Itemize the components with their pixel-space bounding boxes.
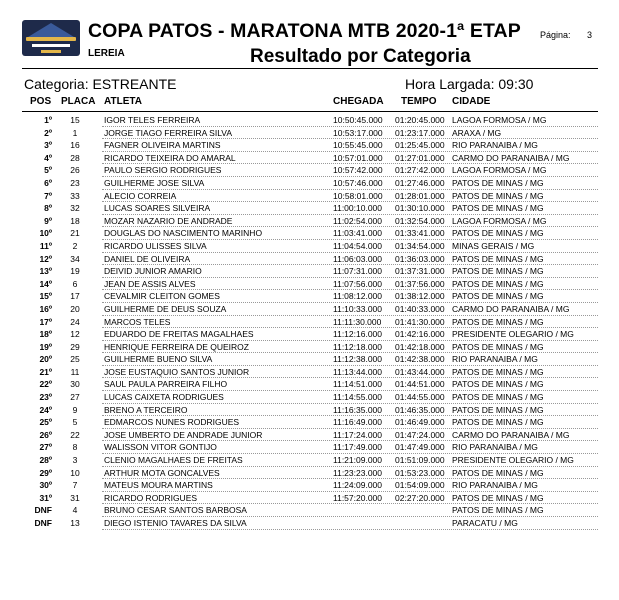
cell-pos: 9º (44, 215, 52, 226)
cell-cidade: PATOS DE MINAS / MG (452, 228, 544, 239)
cell-chegada: 10:53:17.000 (333, 127, 383, 138)
cell-chegada: 11:16:35.000 (333, 404, 382, 415)
cell-chegada: 11:02:54.000 (333, 215, 382, 226)
cell-cidade: RIO PARANAIBA / MG (452, 480, 538, 491)
cell-cidade: PATOS DE MINAS / MG (452, 291, 544, 302)
cell-tempo: 01:30:10.000 (395, 203, 445, 214)
page-label: Página: (540, 30, 571, 40)
cell-cidade: RIO PARANAIBA / MG (452, 140, 538, 151)
cell-pos: 24º (39, 404, 52, 415)
cell-placa: 19 (70, 266, 80, 277)
cell-pos: 26º (39, 429, 52, 440)
table-row (22, 504, 598, 517)
cell-cidade: LAGOA FORMOSA / MG (452, 115, 547, 125)
cell-pos: 18º (39, 329, 52, 340)
cell-cidade: PATOS DE MINAS / MG (452, 379, 544, 390)
cell-tempo: 01:43:44.000 (395, 366, 445, 377)
cell-cidade: PATOS DE MINAS / MG (452, 392, 544, 403)
cell-atleta: CLENIO MAGALHAES DE FREITAS (104, 455, 243, 466)
column-header-tempo: TEMPO (401, 96, 437, 107)
cell-chegada: 11:03:41.000 (333, 228, 382, 239)
row-separator (102, 529, 598, 530)
cell-placa: 30 (70, 379, 80, 390)
logo-stripe (26, 37, 76, 41)
cell-tempo: 01:41:30.000 (395, 316, 445, 327)
cell-tempo: 01:28:01.000 (395, 190, 445, 201)
cell-atleta: LUCAS CAIXETA RODRIGUES (104, 392, 224, 403)
cell-chegada: 11:04:54.000 (333, 240, 382, 251)
cell-tempo: 01:42:16.000 (395, 329, 445, 340)
cell-atleta: HENRIQUE FERREIRA DE QUEIROZ (104, 341, 249, 352)
cell-chegada: 11:14:51.000 (333, 379, 382, 390)
table-row (22, 328, 598, 341)
cell-pos: DNF (34, 505, 52, 516)
table-row (22, 278, 598, 291)
cell-chegada: 11:17:24.000 (333, 429, 382, 440)
cell-placa: 12 (70, 329, 80, 340)
column-header-atleta: ATLETA (104, 96, 142, 107)
table-row (22, 177, 598, 190)
cell-placa: 33 (70, 190, 80, 201)
cell-tempo: 01:33:41.000 (395, 228, 445, 239)
cell-tempo: 01:44:55.000 (395, 392, 445, 403)
table-row (22, 441, 598, 454)
mountain-icon (28, 23, 74, 37)
category-label: Categoria: ESTREANTE (24, 76, 177, 92)
column-header-chegada: CHEGADA (333, 96, 384, 107)
cell-tempo: 01:34:54.000 (395, 240, 445, 251)
cell-pos: 15º (39, 291, 52, 302)
cell-pos: 6º (44, 177, 52, 188)
cell-cidade: PATOS DE MINAS / MG (452, 190, 544, 201)
cell-atleta: ARTHUR MOTA GONCALVES (104, 467, 220, 478)
table-row (22, 227, 598, 240)
cell-atleta: BRUNO CESAR SANTOS BARBOSA (104, 505, 247, 516)
cell-cidade: PATOS DE MINAS / MG (452, 177, 544, 188)
cell-placa: 25 (70, 354, 80, 365)
cell-cidade: PATOS DE MINAS / MG (452, 492, 544, 503)
cell-atleta: ALECIO CORREIA (104, 190, 177, 201)
cell-cidade: PATOS DE MINAS / MG (452, 278, 544, 289)
cell-chegada: 11:23:23.000 (333, 467, 382, 478)
cell-pos: DNF (34, 518, 52, 528)
cell-cidade: PARACATU / MG (452, 518, 518, 528)
cell-placa: 11 (70, 366, 80, 377)
cell-chegada: 11:14:55.000 (333, 392, 382, 403)
cell-tempo: 01:27:46.000 (395, 177, 445, 188)
cell-pos: 31º (39, 492, 52, 503)
cell-atleta: RICARDO TEIXEIRA DO AMARAL (104, 152, 236, 163)
cell-placa: 13 (70, 518, 80, 528)
page-number: 3 (587, 30, 593, 40)
cell-placa: 20 (70, 303, 80, 314)
cell-tempo: 01:54:09.000 (395, 480, 445, 491)
cell-chegada: 11:10:33.000 (333, 303, 382, 314)
cell-atleta: DEIVID JUNIOR AMARIO (104, 266, 202, 277)
table-row (22, 240, 598, 253)
table-row (22, 492, 598, 505)
cell-placa: 28 (70, 152, 80, 163)
cell-tempo: 01:53:23.000 (395, 467, 445, 478)
cell-pos: 29º (39, 467, 52, 478)
table-row (22, 290, 598, 303)
cell-cidade: CARMO DO PARANAIBA / MG (452, 152, 570, 163)
cell-tempo: 01:23:17.000 (395, 127, 445, 138)
cell-cidade: PRESIDENTE OLEGARIO / MG (452, 455, 574, 466)
cell-atleta: JOSE UMBERTO DE ANDRADE JUNIOR (104, 429, 263, 440)
cell-placa: 10 (70, 467, 80, 478)
cell-atleta: DANIEL DE OLIVEIRA (104, 253, 191, 264)
cell-placa: 24 (70, 316, 80, 327)
table-row (22, 353, 598, 366)
cell-cidade: PATOS DE MINAS / MG (452, 253, 544, 264)
cell-pos: 10º (39, 228, 52, 239)
cell-atleta: RICARDO ULISSES SILVA (104, 240, 207, 251)
cell-pos: 5º (44, 165, 52, 176)
table-row (22, 265, 598, 278)
cell-atleta: BRENO A TERCEIRO (104, 404, 188, 415)
cell-chegada: 11:16:49.000 (333, 417, 382, 428)
cell-pos: 14º (39, 278, 52, 289)
cell-tempo: 01:51:09.000 (395, 455, 445, 466)
cell-placa: 29 (70, 341, 80, 352)
cell-placa: 15 (70, 115, 80, 125)
cell-atleta: JOSE EUSTAQUIO SANTOS JUNIOR (104, 366, 250, 377)
cell-pos: 16º (39, 303, 52, 314)
cell-pos: 11º (39, 240, 52, 251)
organizer-name: LEREIA (88, 48, 125, 59)
cell-chegada: 11:57:20.000 (333, 492, 382, 503)
cell-atleta: MOZAR NAZARIO DE ANDRADE (104, 215, 233, 226)
cell-cidade: PATOS DE MINAS / MG (452, 366, 544, 377)
cell-pos: 20º (39, 354, 52, 365)
cell-tempo: 01:20:45.000 (395, 115, 445, 125)
cell-chegada: 11:07:56.000 (333, 278, 382, 289)
cell-placa: 9 (72, 404, 78, 415)
cell-chegada: 10:50:45.000 (333, 115, 383, 125)
cell-atleta: GUILHERME DE DEUS SOUZA (104, 303, 227, 314)
table-row (22, 467, 598, 480)
cell-chegada: 10:57:42.000 (333, 165, 383, 176)
cell-tempo: 01:44:51.000 (395, 379, 445, 390)
cell-chegada: 11:08:12.000 (333, 291, 382, 302)
cell-atleta: RICARDO RODRIGUES (104, 492, 198, 503)
cell-placa: 18 (70, 215, 80, 226)
cell-atleta: MARCOS TELES (104, 316, 171, 327)
cell-placa: 27 (70, 392, 80, 403)
logo-stripe (32, 44, 70, 47)
cell-atleta: MATEUS MOURA MARTINS (104, 480, 213, 491)
cell-pos: 19º (39, 341, 52, 352)
cell-tempo: 01:37:31.000 (395, 266, 445, 277)
start-time: Hora Largada: 09:30 (405, 76, 534, 92)
cell-chegada: 10:58:01.000 (333, 190, 383, 201)
cell-atleta: JEAN DE ASSIS ALVES (104, 278, 196, 289)
cell-placa: 34 (70, 253, 80, 264)
cell-chegada: 11:07:31.000 (333, 266, 382, 277)
cell-cidade: CARMO DO PARANAIBA / MG (452, 303, 570, 314)
cell-pos: 17º (39, 316, 52, 327)
cell-atleta: EDMARCOS NUNES RODRIGUES (104, 417, 240, 428)
table-row (22, 391, 598, 404)
cell-tempo: 01:46:35.000 (395, 404, 445, 415)
cell-cidade: ARAXA / MG (452, 127, 502, 138)
cell-placa: 8 (72, 442, 78, 453)
cell-placa: 32 (70, 203, 80, 214)
header-divider (22, 68, 598, 69)
column-header-pos: POS (30, 96, 52, 107)
cell-chegada: 11:11:30.000 (333, 316, 382, 327)
table-row (22, 152, 598, 165)
cell-placa: 1 (72, 127, 78, 138)
table-row (22, 190, 598, 203)
cell-placa: 2 (72, 240, 78, 251)
cell-placa: 21 (70, 228, 80, 239)
table-row (22, 479, 598, 492)
cell-cidade: PRESIDENTE OLEGARIO / MG (452, 329, 574, 340)
cell-atleta: DOUGLAS DO NASCIMENTO MARINHO (104, 228, 263, 239)
table-header-divider (22, 111, 598, 112)
cell-atleta: GUILHERME BUENO SILVA (104, 354, 213, 365)
cell-cidade: RIO PARANAIBA / MG (452, 354, 538, 365)
cell-tempo: 01:36:03.000 (395, 253, 445, 264)
cell-tempo: 01:47:24.000 (395, 429, 445, 440)
cell-atleta: CEVALMIR CLEITON GOMES (104, 291, 220, 302)
cell-placa: 7 (72, 480, 78, 491)
table-row (22, 341, 598, 354)
cell-cidade: PATOS DE MINAS / MG (452, 316, 544, 327)
cell-atleta: IGOR TELES FERREIRA (104, 115, 201, 125)
cell-atleta: EDUARDO DE FREITAS MAGALHAES (104, 329, 254, 340)
cell-atleta: GUILHERME JOSE SILVA (104, 177, 205, 188)
cell-atleta: PAULO SERGIO RODRIGUES (104, 165, 222, 176)
cell-tempo: 01:46:49.000 (395, 417, 445, 428)
cell-placa: 26 (70, 165, 80, 176)
cell-atleta: WALISSON VITOR GONTIJO (104, 442, 217, 453)
table-row (22, 139, 598, 152)
table-row (22, 127, 598, 140)
column-header-cidade: CIDADE (452, 96, 491, 107)
cell-chegada: 11:12:18.000 (333, 341, 382, 352)
cell-pos: 28º (39, 455, 52, 466)
cell-cidade: PATOS DE MINAS / MG (452, 417, 544, 428)
copa-patos-logo (22, 20, 80, 56)
cell-cidade: LAGOA FORMOSA / MG (452, 165, 547, 176)
cell-chegada: 10:57:01.000 (333, 152, 383, 163)
cell-placa: 31 (70, 492, 80, 503)
cell-pos: 3º (44, 140, 52, 151)
cell-placa: 3 (72, 455, 78, 466)
cell-chegada: 11:12:38.000 (333, 354, 382, 365)
table-row (22, 215, 598, 228)
cell-tempo: 01:47:49.000 (395, 442, 445, 453)
cell-cidade: RIO PARANAIBA / MG (452, 442, 538, 453)
cell-cidade: PATOS DE MINAS / MG (452, 341, 544, 352)
cell-placa: 23 (70, 177, 80, 188)
cell-placa: 16 (70, 140, 80, 151)
cell-cidade: CARMO DO PARANAIBA / MG (452, 429, 570, 440)
cell-atleta: JORGE TIAGO FERREIRA SILVA (104, 127, 233, 138)
table-row (22, 404, 598, 417)
cell-cidade: PATOS DE MINAS / MG (452, 505, 544, 516)
table-row (22, 378, 598, 391)
cell-tempo: 01:42:18.000 (395, 341, 445, 352)
table-row (22, 366, 598, 379)
table-row (22, 454, 598, 467)
results-table (22, 114, 598, 530)
cell-cidade: LAGOA FORMOSA / MG (452, 215, 547, 226)
cell-atleta: DIEGO ISTENIO TAVARES DA SILVA (104, 518, 247, 528)
table-row (22, 303, 598, 316)
table-row (22, 253, 598, 266)
cell-chegada: 10:57:46.000 (333, 177, 383, 188)
cell-placa: 5 (72, 417, 78, 428)
cell-tempo: 01:38:12.000 (395, 291, 445, 302)
cell-placa: 17 (70, 291, 80, 302)
cell-chegada: 11:17:49.000 (333, 442, 382, 453)
cell-pos: 23º (39, 392, 52, 403)
cell-cidade: PATOS DE MINAS / MG (452, 203, 544, 214)
cell-pos: 30º (39, 480, 52, 491)
cell-tempo: 01:25:45.000 (395, 140, 445, 151)
cell-pos: 22º (39, 379, 52, 390)
cell-pos: 12º (39, 253, 52, 264)
table-row (22, 416, 598, 429)
cell-chegada: 11:12:16.000 (333, 329, 382, 340)
cell-pos: 21º (39, 366, 52, 377)
cell-pos: 25º (39, 417, 52, 428)
table-row (22, 164, 598, 177)
cell-cidade: PATOS DE MINAS / MG (452, 266, 544, 277)
cell-chegada: 11:21:09.000 (333, 455, 382, 466)
cell-tempo: 02:27:20.000 (395, 492, 445, 503)
cell-pos: 4º (44, 152, 52, 163)
cell-placa: 6 (72, 278, 78, 289)
cell-chegada: 11:13:44.000 (333, 366, 382, 377)
cell-tempo: 01:37:56.000 (395, 278, 445, 289)
cell-tempo: 01:27:01.000 (395, 152, 445, 163)
cell-atleta: LUCAS SOARES SILVEIRA (104, 203, 211, 214)
cell-cidade: PATOS DE MINAS / MG (452, 404, 544, 415)
cell-chegada: 11:00:10.000 (333, 203, 382, 214)
cell-pos: 2º (44, 127, 52, 138)
cell-atleta: FAGNER OLIVEIRA MARTINS (104, 140, 221, 151)
table-row (22, 517, 598, 530)
cell-pos: 8º (44, 203, 52, 214)
cell-cidade: PATOS DE MINAS / MG (452, 467, 544, 478)
report-subtitle: Resultado por Categoria (250, 46, 471, 67)
cell-tempo: 01:40:33.000 (395, 303, 445, 314)
cell-chegada: 11:06:03.000 (333, 253, 382, 264)
cell-tempo: 01:32:54.000 (395, 215, 445, 226)
table-row (22, 429, 598, 442)
cell-tempo: 01:42:38.000 (395, 354, 445, 365)
cell-placa: 4 (72, 505, 78, 516)
cell-chegada: 10:55:45.000 (333, 140, 383, 151)
report-title: COPA PATOS - MARATONA MTB 2020-1ª ETAP (88, 20, 521, 42)
cell-chegada: 11:24:09.000 (333, 480, 382, 491)
table-row (22, 114, 598, 127)
cell-pos: 7º (44, 190, 52, 201)
cell-pos: 27º (39, 442, 52, 453)
cell-cidade: MINAS GERAIS / MG (452, 240, 535, 251)
cell-pos: 1º (44, 115, 52, 125)
column-header-placa: PLACA (61, 96, 96, 107)
cell-placa: 22 (70, 429, 80, 440)
cell-pos: 13º (39, 266, 52, 277)
logo-stripe (41, 50, 61, 53)
cell-atleta: SAUL PAULA PARREIRA FILHO (104, 379, 228, 390)
table-row (22, 202, 598, 215)
table-row (22, 316, 598, 329)
cell-tempo: 01:27:42.000 (395, 165, 445, 176)
